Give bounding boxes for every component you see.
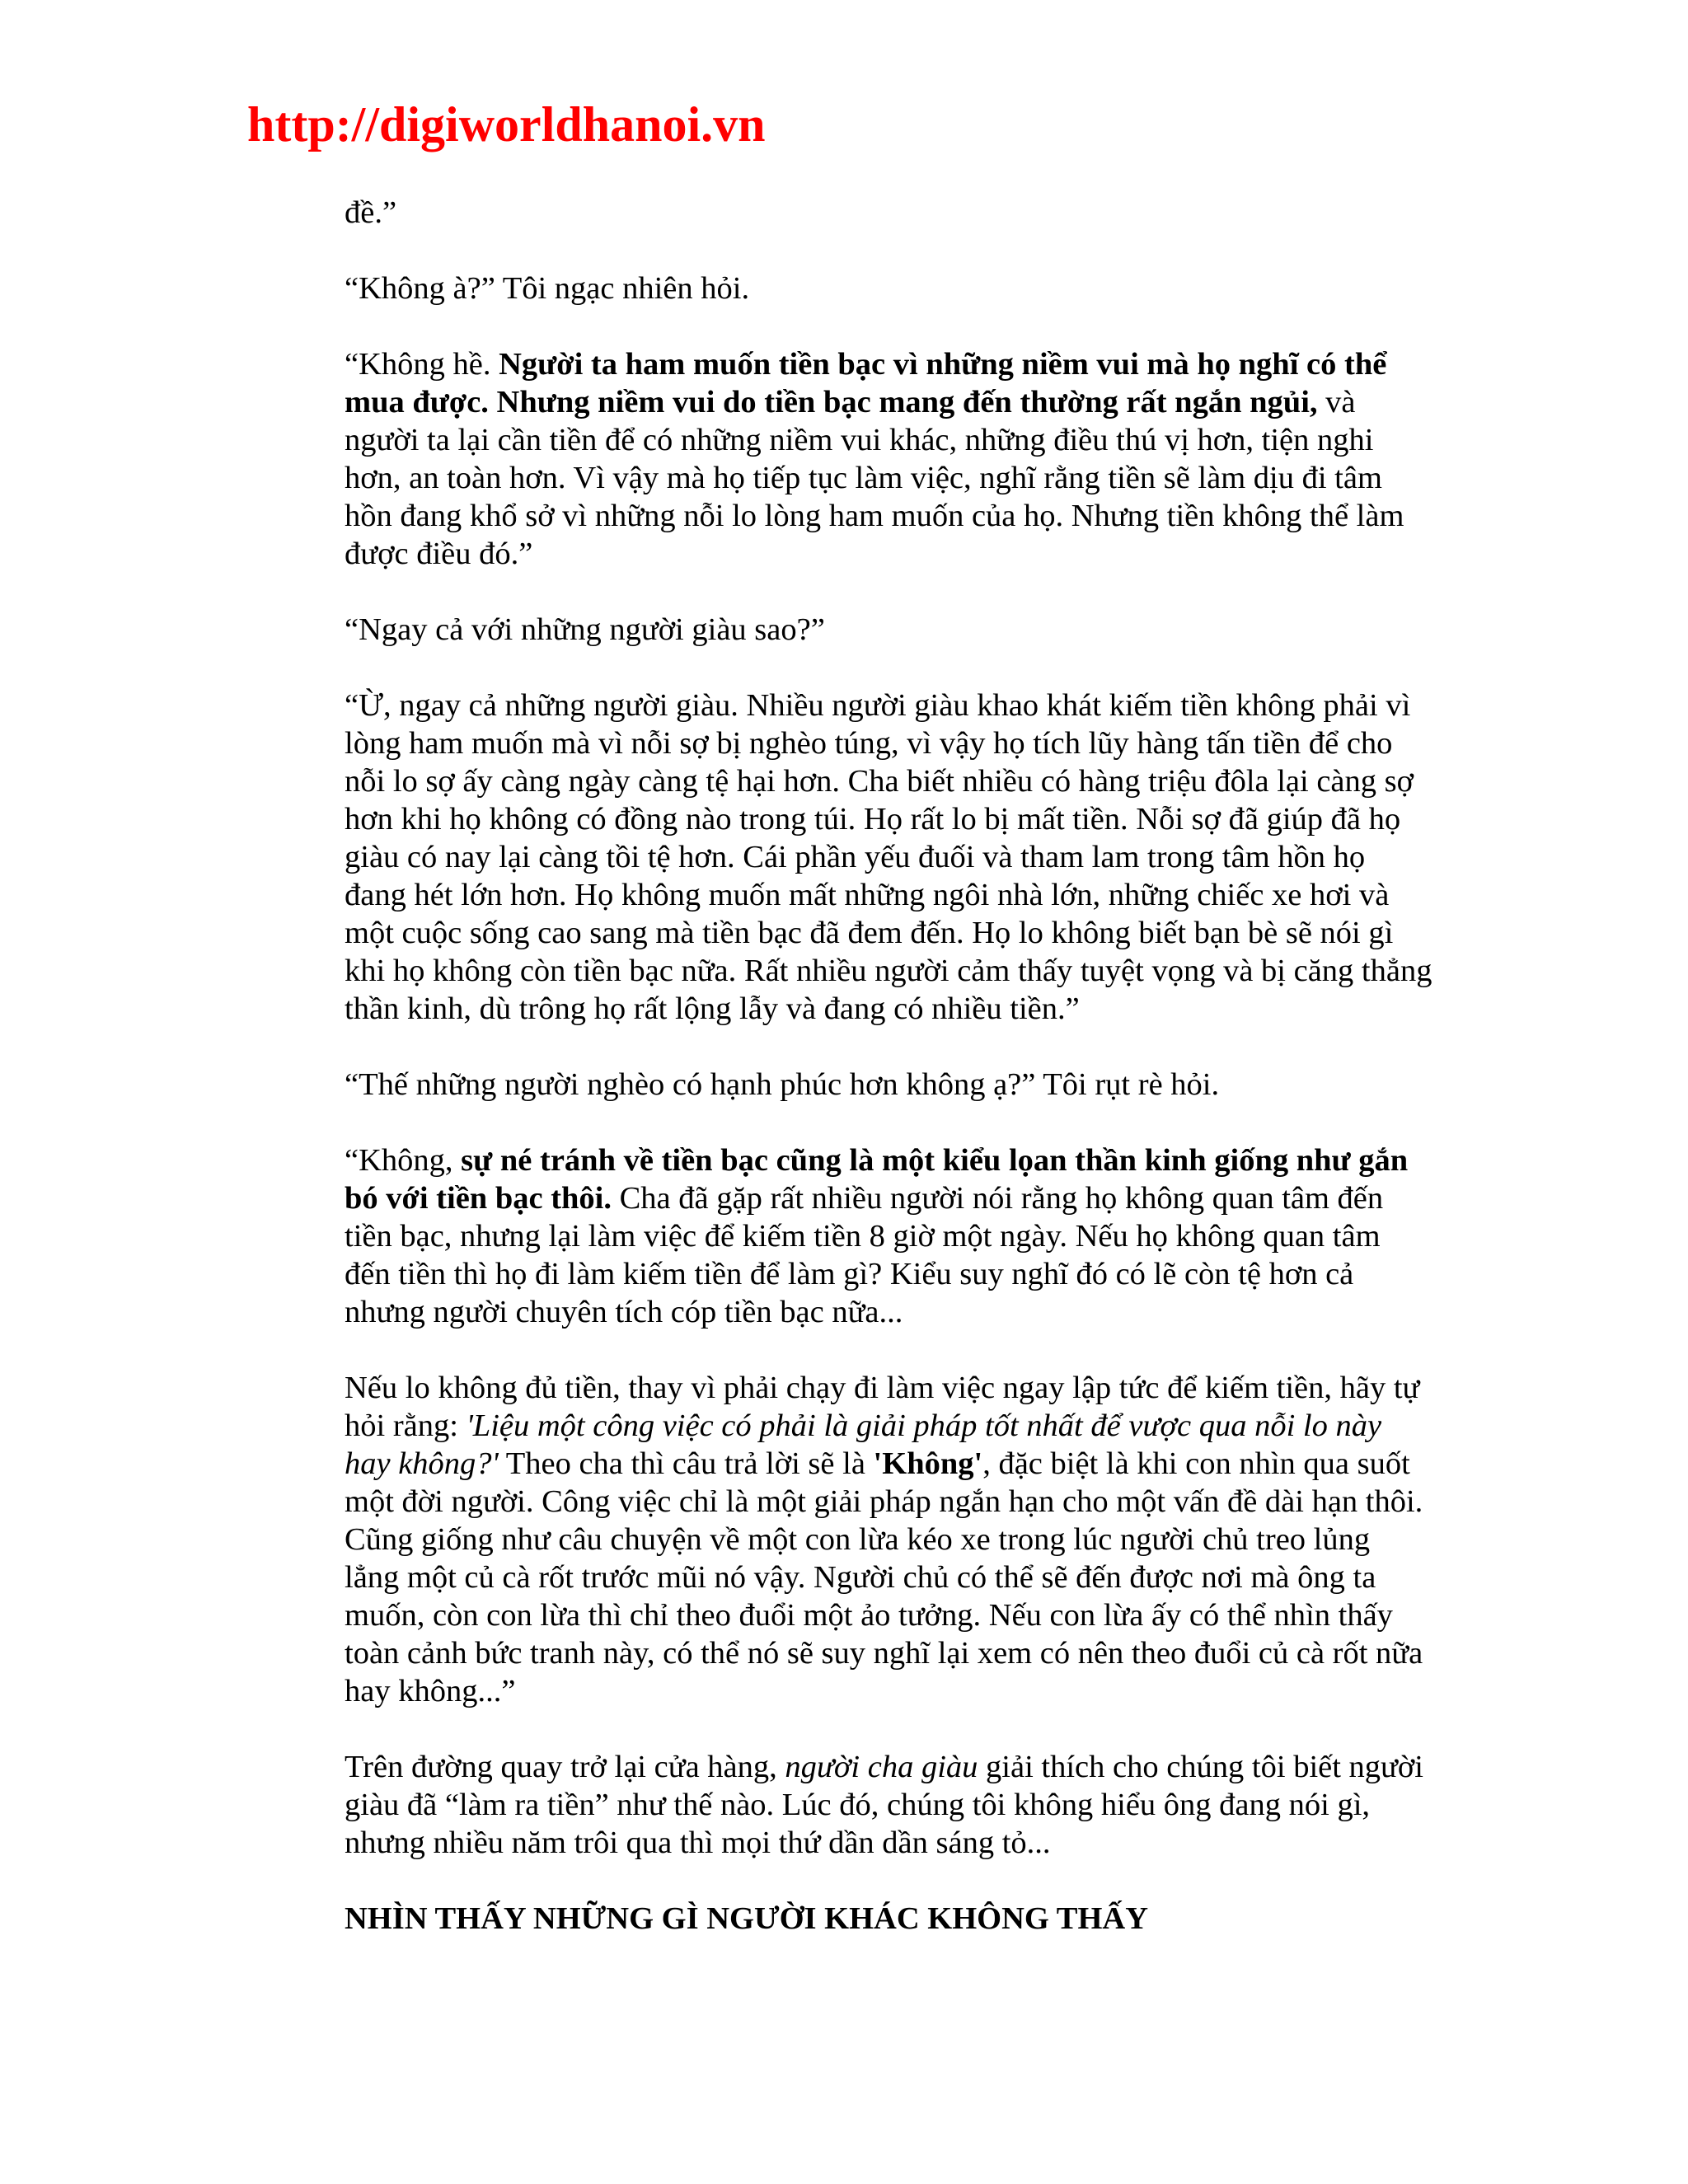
bold-text-span: 'Không'	[873, 1446, 983, 1481]
header-url-link[interactable]: http://digiworldhanoi.vn	[247, 97, 766, 152]
paragraph-8	[345, 1369, 1432, 1710]
text-span: Trên đường quay trở lại cửa hàng,	[345, 1750, 785, 1784]
paragraph-3	[345, 345, 1432, 573]
paragraph-9	[345, 1748, 1432, 1862]
text-span: đề.”	[345, 195, 397, 230]
paragraph-6	[345, 1066, 1432, 1104]
paragraph-2	[345, 269, 1432, 307]
italic-text-span: người cha giàu	[785, 1750, 978, 1784]
text-span: “Ngay cả với những người giàu sao?”	[345, 612, 825, 647]
text-span: “Ừ, ngay cả những người giàu. Nhiều người giàu khao khát kiếm tiền không phải vì lòng ham muốn mà vì nỗi sợ bị nghèo túng, vì vậy họ tích lũy hàng tấn tiền để cho nỗi lo sợ ấy càng ngày càng tệ hại hơn. Cha biết nhiều có hàng triệu đôla lại càng sợ hơn khi họ không có đồng nào trong túi. Họ rất lo bị mất tiền. Nỗi sợ đã giúp đã họ giàu có nay lại càng tồi tệ hơn. Cái phần yếu đuối và tham lam trong tâm hồn họ đang hét lớn hơn. Họ không muốn mất những ngôi nhà lớn, những chiếc xe hơi và một cuộc sống cao sang mà tiền bạc đã đem đến. Họ lo không biết bạn bè sẽ nói gì khi họ không còn tiền bạc nữa. Rất nhiều người cảm thấy tuyệt vọng và bị căng thẳng thần kinh, dù trông họ rất lộng lẫy và đang có nhiều tiền.”	[345, 688, 1432, 1026]
text-span: “Không hề.	[345, 347, 499, 382]
paragraph-5	[345, 687, 1432, 1028]
text-span: “Không,	[345, 1143, 462, 1178]
text-span: và người ta lại cần tiền để có những niềm vui khác, những điều thú vị hơn, tiện nghi hơn, an toàn hơn. Vì vậy mà họ tiếp tục làm việc, nghĩ rằng tiền sẽ làm dịu đi tâm hồn đang khổ sở vì những nỗi lo lòng ham muốn của họ. Nhưng tiền không thể làm được điều đó.”	[345, 385, 1404, 571]
document-body	[345, 194, 1432, 1975]
text-span: “Thế những người nghèo có hạnh phúc hơn không ạ?” Tôi rụt rè hỏi.	[345, 1067, 1220, 1102]
text-span: Nếu lo không đủ tiền, thay vì phải chạy đi làm việc ngay lập tức để kiếm tiền, hãy tự hỏi rằng:	[345, 1371, 1420, 1443]
text-span: giải thích cho chúng tôi biết người giàu đã “làm ra tiền” như thế nào. Lúc đó, chúng tôi không hiểu ông đang nói gì, nhưng nhiều năm trôi qua thì mọi thứ dần dần sáng tỏ...	[345, 1750, 1423, 1860]
text-span: , đặc biệt là khi con nhìn qua suốt một đời người. Công việc chỉ là một giải pháp ngắn hạn cho một vấn đề dài hạn thôi. Cũng giống như câu chuyện về một con lừa kéo xe trong lúc người chủ treo lủng lẳng một củ cà rốt trước mũi nó vậy. Người chủ có thể sẽ đến được nơi mà ông ta muốn, còn con lừa thì chỉ theo đuổi một ảo tưởng. Nếu con lừa ấy có thể nhìn thấy toàn cảnh bức tranh này, có thể nó sẽ suy nghĩ lại xem có nên theo đuổi củ cà rốt nữa hay không...”	[345, 1446, 1423, 1708]
text-span: “Không à?” Tôi ngạc nhiên hỏi.	[345, 271, 750, 306]
text-span: Cha đã gặp rất nhiều người nói rằng họ không quan tâm đến tiền bạc, nhưng lại làm việc để kiếm tiền 8 giờ một ngày. Nếu họ không quan tâm đến tiền thì họ đi làm kiếm tiền để làm gì? Kiểu suy nghĩ đó có lẽ còn tệ hơn cả nhưng người chuyên tích cóp tiền bạc nữa...	[345, 1181, 1384, 1329]
bold-text-span: sự né tránh về tiền bạc cũng là một kiểu lọan thần kinh giống như gắn bó với tiền bạc thôi.	[345, 1143, 1409, 1216]
paragraph-4	[345, 611, 1432, 649]
italic-text-span: 'Liệu một công việc có phải là giải pháp tốt nhất để vược qua nỗi lo này hay không?'	[345, 1408, 1382, 1481]
text-span: Theo cha thì câu trả lời sẽ là	[498, 1446, 874, 1481]
section-heading: NHÌN THẤY NHỮNG GÌ NGƯỜI KHÁC KHÔNG THẤY	[345, 1901, 1149, 1936]
bold-text-span: Người ta ham muốn tiền bạc vì những niềm vui mà họ nghĩ có thể mua được. Nhưng niềm vui do tiền bạc mang đến thường rất ngắn ngủi,	[345, 347, 1387, 419]
paragraph-7	[345, 1141, 1432, 1331]
paragraph-1	[345, 194, 1432, 232]
